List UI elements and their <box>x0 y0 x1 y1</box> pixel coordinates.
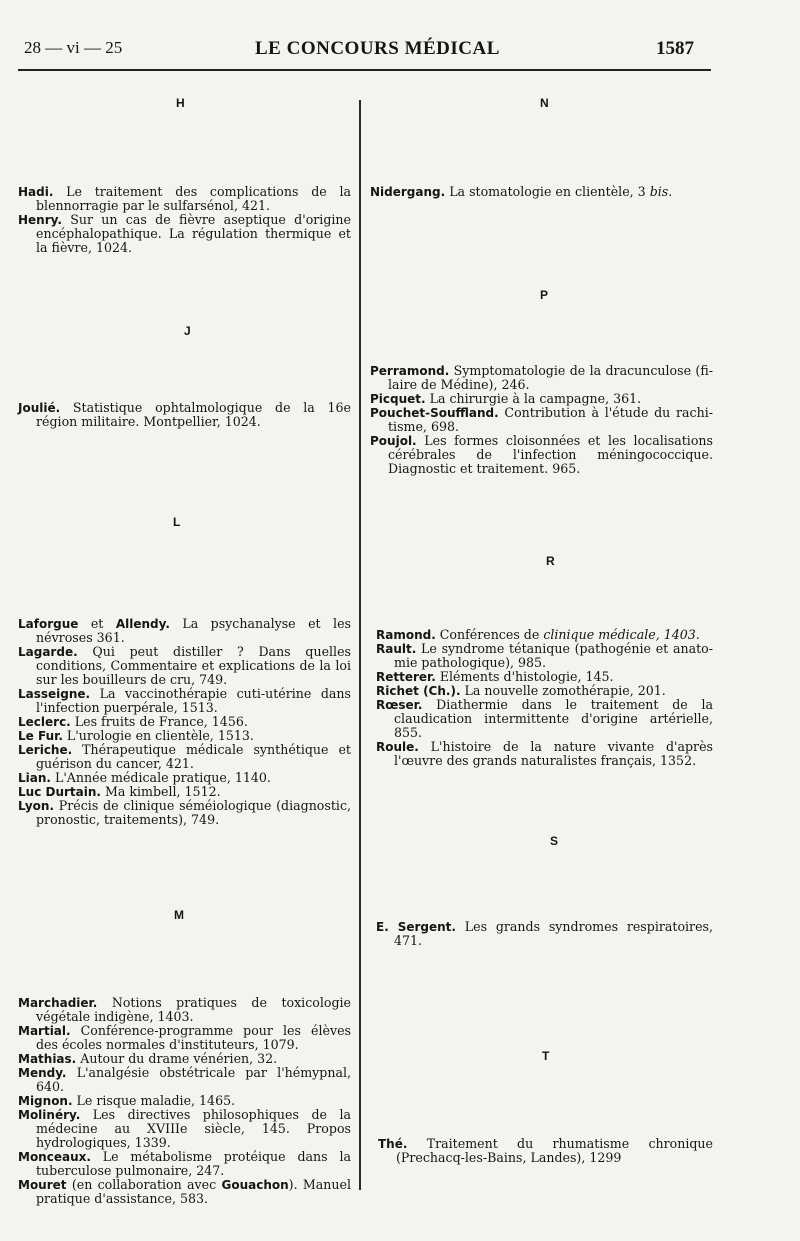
entry-italic: bis <box>649 184 669 199</box>
entry-text: Le risque maladie, 1465. <box>72 1093 236 1108</box>
author-name: Mendy. <box>18 1066 67 1080</box>
author-name: Lyon. <box>18 799 54 813</box>
author-name: Molinéry. <box>18 1108 81 1122</box>
index-entry <box>18 715 351 729</box>
entry-text: Thérapeutique médicale synthétique et guérison du cancer, 421. <box>36 742 351 771</box>
author-name: Lasseigne. <box>18 687 91 701</box>
index-entry <box>18 185 351 213</box>
journal-title: LE CONCOURS MÉDICAL <box>255 38 500 59</box>
index-entry <box>18 799 351 827</box>
author-name: Joulié. <box>18 401 61 415</box>
entry-text: Qui peut distiller ? Dans quelles conditions, Commentaire et explications de la loi sur les bouilleurs de cru, 749. <box>36 644 351 687</box>
section-letter-j: J <box>184 324 191 338</box>
author-name: Mouret <box>18 1178 67 1192</box>
index-entry <box>18 1024 351 1052</box>
index-entry <box>18 771 351 785</box>
author-name: E. Sergent. <box>376 920 456 934</box>
author-name: Richet (Ch.). <box>376 684 461 698</box>
author-name: Leriche. <box>18 743 73 757</box>
author-name: Laforgue <box>18 617 79 631</box>
index-entry <box>18 213 351 255</box>
entry-text-continued: . <box>695 627 700 642</box>
index-entry <box>18 401 351 429</box>
author-name: Rœser. <box>376 698 423 712</box>
entry-text: Les fruits de France, 1456. <box>70 714 248 729</box>
author-name: Mathias. <box>18 1052 77 1066</box>
issue-reference: 28 — vi — 25 <box>24 38 123 57</box>
entry-text: Conférences de <box>435 627 544 642</box>
index-entry <box>376 740 713 768</box>
author-name: Monceaux. <box>18 1150 91 1164</box>
section-l-entries <box>18 617 351 827</box>
section-letter-s: S <box>550 834 559 848</box>
entry-text: L'Année médicale pratique, 1140. <box>50 770 271 785</box>
entry-text: La chirurgie à la campagne, 361. <box>425 391 642 406</box>
entry-text: Autour du drame vénérien, 32. <box>76 1051 278 1066</box>
entry-text-continued: La psychanalyse et les névroses 361. <box>36 616 351 645</box>
section-m-entries <box>18 996 351 1206</box>
index-entry <box>18 617 351 645</box>
section-p-entries <box>370 364 713 476</box>
index-entry <box>18 1094 351 1108</box>
entry-text: Conférence-programme pour les élèves des écoles normales d'instituteurs, 1079. <box>36 1023 351 1052</box>
section-letter-p: P <box>540 288 549 302</box>
index-entry <box>18 1108 351 1150</box>
entry-text: Diathermie dans le traitement de la claudication intermittente d'origine artérielle, 855. <box>394 697 713 740</box>
section-letter-l: L <box>173 515 181 529</box>
entry-text: Notions pratiques de toxicologie végétale indigène, 1403. <box>36 995 351 1024</box>
index-entry <box>18 785 351 799</box>
entry-text: Statistique ophtalmologique de la 16e région militaire. Montpellier, 1024. <box>36 400 351 429</box>
section-h-entries <box>18 185 351 255</box>
entry-text: Le syndrome tétanique (pathogénie et anatomie pathologique), 985. <box>394 641 713 670</box>
section-r-entries <box>376 628 713 768</box>
co-author-name: Gouachon <box>221 1178 289 1192</box>
entry-text: L'urologie en clientèle, 1513. <box>62 728 254 743</box>
index-entry <box>376 684 713 698</box>
author-name: Martial. <box>18 1024 71 1038</box>
section-t-entries <box>378 1137 713 1165</box>
author-name: Roule. <box>376 740 419 754</box>
entry-text: Contribution à l'étude du rachitisme, 698. <box>388 405 713 434</box>
entry-text: Eléments d'histologie, 145. <box>435 669 614 684</box>
index-entry <box>376 920 713 948</box>
index-entry <box>370 392 713 406</box>
index-entry <box>18 743 351 771</box>
entry-text: Ma kimbell, 1512. <box>100 784 221 799</box>
index-entry <box>370 434 713 476</box>
section-n-entries <box>370 185 713 199</box>
author-name: Le Fur. <box>18 729 63 743</box>
entry-text: La nouvelle zomothérapie, 201. <box>460 683 666 698</box>
author-name: Picquet. <box>370 392 426 406</box>
entry-text: Précis de clinique séméiologique (diagnostic, pronostic, traitements), 749. <box>36 798 351 827</box>
entry-text: L'histoire de la nature vivante d'après l'œuvre des grands naturalistes français, 1352. <box>394 739 713 768</box>
index-entry <box>18 1052 351 1066</box>
index-entry <box>370 406 713 434</box>
entry-text: La vaccinothérapie cuti-utérine dans l'infection puerpérale, 1513. <box>36 686 351 715</box>
author-name: Thé. <box>378 1137 408 1151</box>
entry-text: Les formes cloisonnées et les localisations cérébrales de l'infection méningococcique. Diagnostic et traitement. 965. <box>388 433 713 476</box>
section-letter-m: M <box>174 908 184 922</box>
entry-text: Sur un cas de fièvre aseptique d'origine encéphalopathique. La régulation thermique et la fièvre, 1024. <box>36 212 351 255</box>
index-entry <box>18 729 351 743</box>
author-name: Mignon. <box>18 1094 73 1108</box>
entry-text: Traitement du rhumatisme chronique (Prechacq-les-Bains, Landes), 1299 <box>396 1136 713 1165</box>
author-name: Lagarde. <box>18 645 78 659</box>
section-letter-t: T <box>542 1049 550 1063</box>
index-entry <box>18 1066 351 1094</box>
header-rule <box>18 69 711 71</box>
entry-text: Le traitement des complications de la blennorragie par le sulfarsénol, 421. <box>36 184 351 213</box>
section-letter-r: R <box>546 554 555 568</box>
entry-text-continued: . <box>668 184 673 199</box>
entry-text-continued: ). Manuel pratique d'assistance, 583. <box>36 1177 351 1206</box>
section-letter-n: N <box>540 96 549 110</box>
entry-text: Les directives philosophiques de la médecine au XVIIIe siècle, 145. Propos hydrologiques, 1339. <box>36 1107 351 1150</box>
author-name: Hadi. <box>18 185 54 199</box>
author-name: Marchadier. <box>18 996 98 1010</box>
entry-text: Symptomatologie de la dracunculose (filaire de Médine), 246. <box>388 363 713 392</box>
index-entry <box>18 1178 351 1206</box>
co-author-name: Allendy. <box>115 617 170 631</box>
author-name: Lian. <box>18 771 51 785</box>
index-entry <box>18 996 351 1024</box>
index-entry <box>376 670 713 684</box>
entry-italic: clinique médicale, 1403 <box>543 627 696 642</box>
index-entry <box>376 628 713 642</box>
author-name: Perramond. <box>370 364 450 378</box>
index-entry <box>18 1150 351 1178</box>
column-divider <box>359 100 361 1190</box>
section-letter-h: H <box>176 96 185 110</box>
author-name: Nidergang. <box>370 185 446 199</box>
entry-text: Le métabolisme protéique dans la tuberculose pulmonaire, 247. <box>36 1149 351 1178</box>
index-entry <box>18 645 351 687</box>
index-entry <box>370 364 713 392</box>
author-name: Retterer. <box>376 670 436 684</box>
entry-text: L'analgésie obstétricale par l'hémypnal, 640. <box>36 1065 351 1094</box>
index-entry <box>370 185 713 199</box>
author-name: Henry. <box>18 213 62 227</box>
section-j-entries <box>18 401 351 429</box>
author-name: Leclerc. <box>18 715 71 729</box>
index-entry <box>378 1137 713 1165</box>
author-name: Rault. <box>376 642 417 656</box>
index-entry <box>376 642 713 670</box>
author-name: Poujol. <box>370 434 417 448</box>
author-name: Pouchet-Souffland. <box>370 406 499 420</box>
entry-text: (en collaboration avec <box>66 1177 222 1192</box>
author-name: Luc Durtain. <box>18 785 101 799</box>
section-s-entries <box>376 920 713 948</box>
index-entry <box>18 687 351 715</box>
entry-text: et <box>78 616 116 631</box>
entry-text: La stomatologie en clientèle, 3 <box>445 184 650 199</box>
author-name: Ramond. <box>376 628 436 642</box>
entry-text: Les grands syndromes respiratoires, 471. <box>394 919 713 948</box>
index-entry <box>376 698 713 740</box>
page-number: 1587 <box>656 38 694 59</box>
